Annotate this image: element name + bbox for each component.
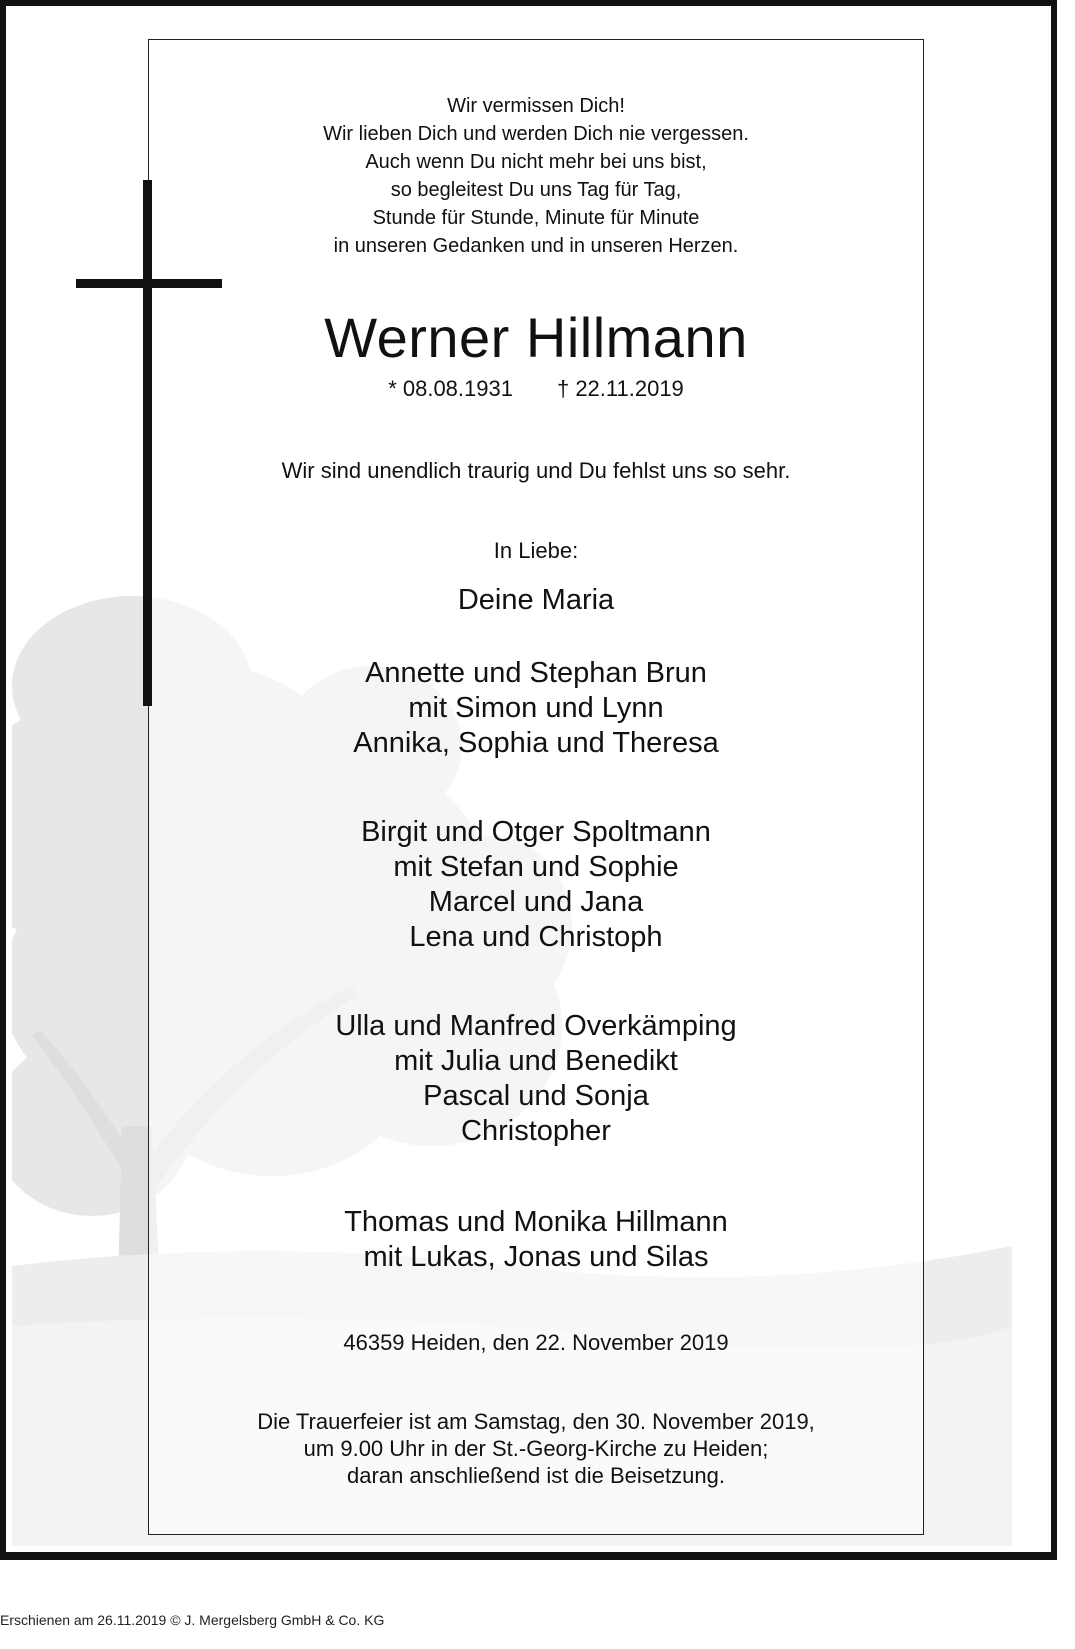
publication-footer: Erschienen am 26.11.2019 © J. Mergelsberg GmbH & Co. KG (0, 1612, 385, 1628)
family-line: Christopher (461, 1115, 611, 1147)
death-date: † 22.11.2019 (556, 376, 684, 401)
family-line: Annette und Stephan Brun (365, 657, 707, 689)
family-group (148, 656, 924, 761)
poem-line: Stunde für Stunde, Minute für Minute (372, 207, 700, 229)
poem-line: in unseren Gedanken und in unseren Herzen. (333, 235, 739, 257)
ceremony-line: daran anschließend ist die Beisetzung. (347, 1463, 725, 1488)
family-line: mit Stefan und Sophie (393, 851, 679, 883)
family-line: Marcel und Jana (428, 886, 644, 918)
family-line: Birgit und Otger Spoltmann (361, 816, 711, 848)
poem (148, 92, 924, 260)
poem-line: Auch wenn Du nicht mehr bei uns bist, (365, 151, 707, 173)
family-group (148, 1009, 924, 1149)
life-dates (148, 373, 924, 405)
family-line: Annika, Sophia und Theresa (353, 727, 719, 759)
ceremony-line: Die Trauerfeier ist am Samstag, den 30. November 2019, (257, 1409, 815, 1434)
family-line: Ulla und Manfred Overkämping (335, 1010, 737, 1042)
family-line: Thomas und Monika Hillmann (344, 1206, 728, 1238)
sentiment-text: Wir sind unendlich traurig und Du fehlst uns so sehr. (281, 458, 791, 483)
family-line: Pascal und Sonja (423, 1080, 649, 1112)
birth-date: * 08.08.1931 (388, 376, 513, 401)
poem-line: so begleitest Du uns Tag für Tag, (390, 179, 682, 201)
family-group (148, 815, 924, 955)
family-line: mit Julia und Benedikt (394, 1045, 678, 1077)
place-and-date: 46359 Heiden, den 22. November 2019 (343, 1330, 729, 1355)
ceremony-info (148, 1408, 924, 1489)
cross-icon-horizontal (76, 279, 222, 288)
poem-line: Wir vermissen Dich! (447, 95, 625, 117)
ceremony-line: um 9.00 Uhr in der St.-Georg-Kirche zu Heiden; (303, 1436, 769, 1461)
family-group (148, 583, 924, 618)
in-love-label: In Liebe: (493, 538, 579, 563)
deceased-name: Werner Hillmann (324, 306, 748, 369)
family-line: Deine Maria (457, 584, 615, 616)
family-line: mit Lukas, Jonas und Silas (363, 1241, 709, 1273)
notice-inner-frame (148, 39, 924, 1535)
family-group (148, 1205, 924, 1275)
family-line: mit Simon und Lynn (408, 692, 664, 724)
poem-line: Wir lieben Dich und werden Dich nie vergessen. (323, 123, 749, 145)
family-line: Lena und Christoph (409, 921, 663, 953)
